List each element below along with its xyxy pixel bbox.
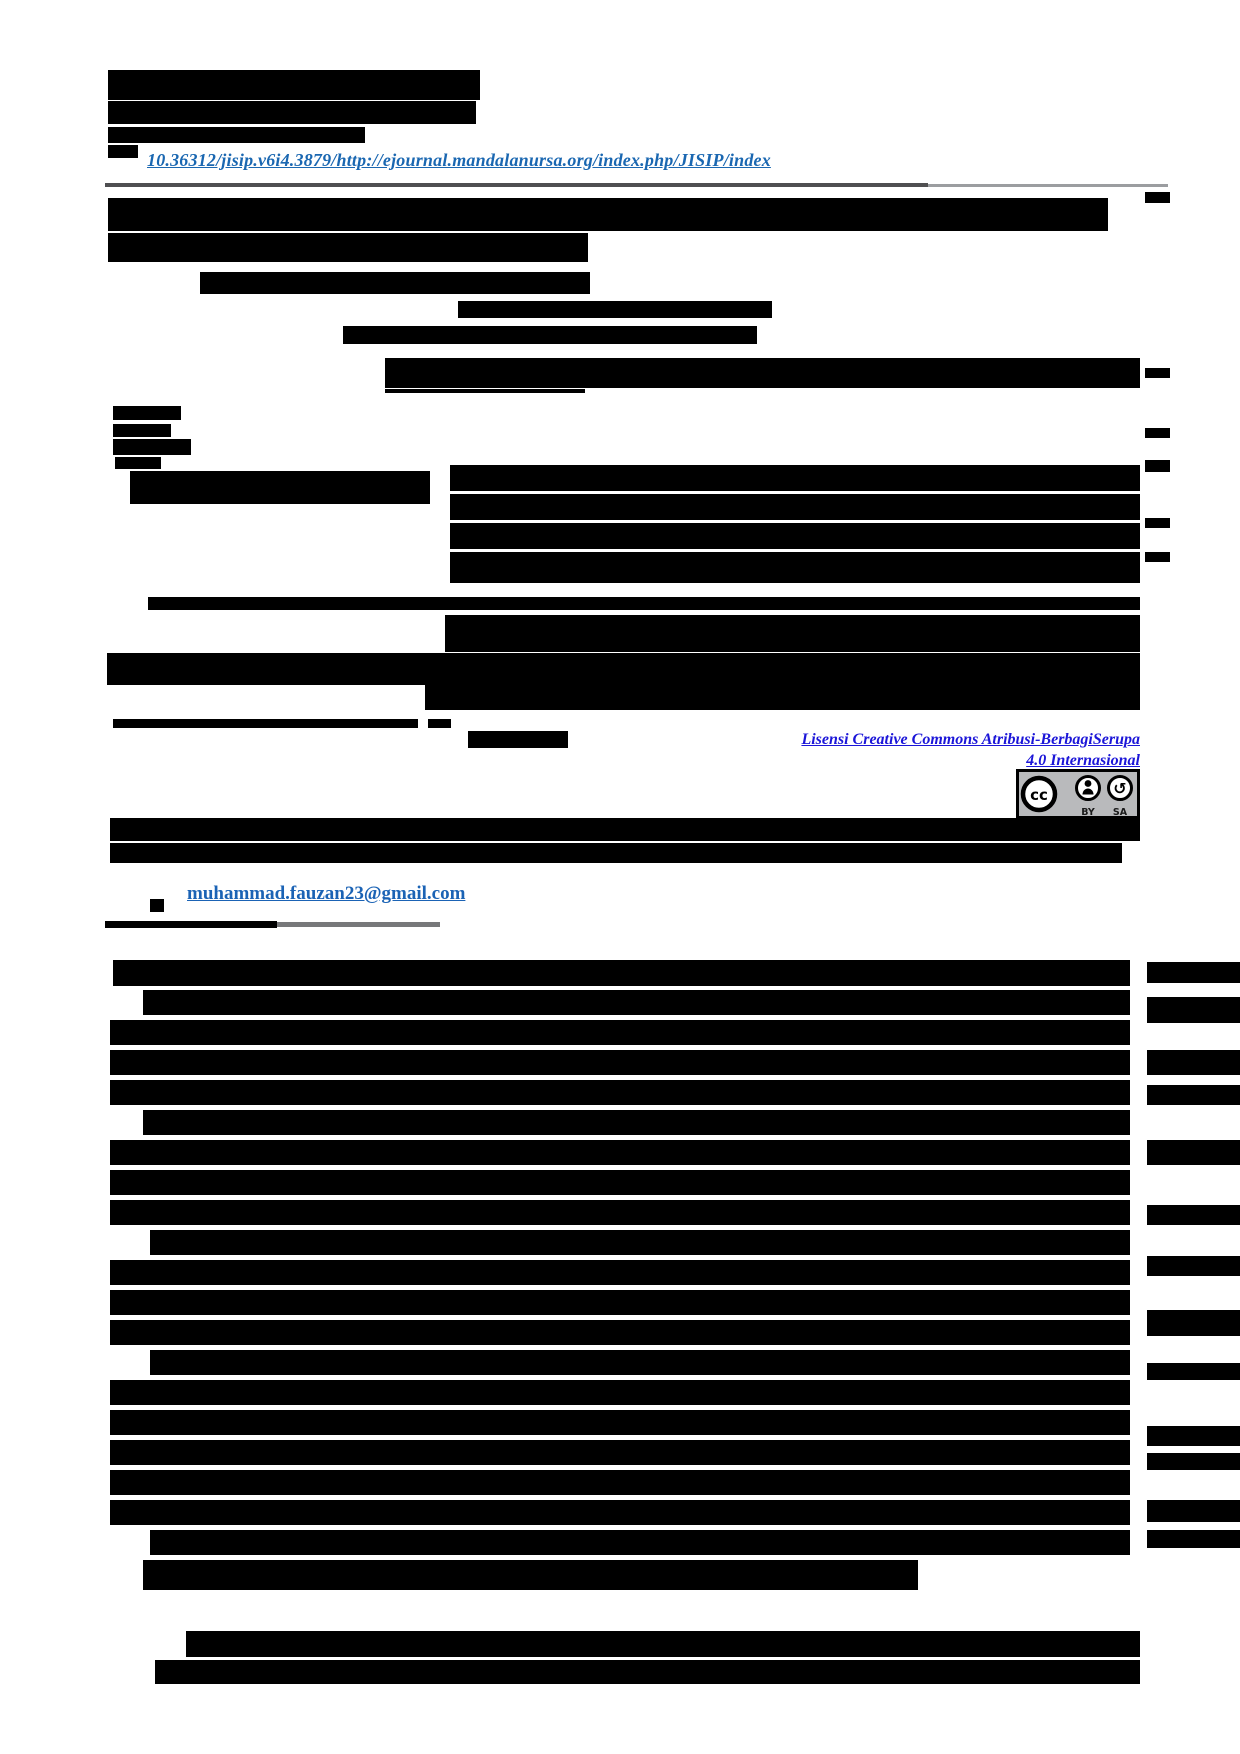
redacted-text-line	[1145, 368, 1170, 378]
redacted-text-line	[113, 960, 1130, 986]
redacted-text-line	[1145, 518, 1170, 528]
redacted-text-line	[385, 358, 1140, 388]
redacted-text-line	[1147, 1426, 1240, 1446]
cc-by-sa-badge[interactable]	[1016, 769, 1140, 819]
cc-icon	[1023, 778, 1055, 810]
redacted-text-line	[143, 1110, 1130, 1135]
footnote-rule	[105, 921, 277, 928]
redacted-text-line	[186, 1631, 1140, 1657]
redacted-text-line	[445, 615, 1140, 652]
header-rule-dark	[105, 183, 928, 187]
redacted-text-line	[1145, 552, 1170, 562]
redacted-text-line	[1147, 1363, 1240, 1380]
redacted-text-line	[110, 818, 1140, 841]
redacted-text-line	[1147, 1500, 1240, 1522]
redacted-text-line	[110, 1440, 1130, 1465]
redacted-text-line	[1147, 1310, 1240, 1336]
redacted-text-line	[385, 389, 585, 393]
redacted-text-line	[450, 552, 1140, 583]
redacted-text-line	[458, 301, 772, 318]
doi-link[interactable]: 10.36312/jisip.v6i4.3879/http://ejournal.mandalanursa.org/index.php/JISIP/index	[147, 150, 771, 170]
redacted-text-line	[110, 1380, 1130, 1405]
redacted-text-line	[110, 1170, 1130, 1195]
redacted-text-line	[1145, 460, 1170, 472]
redacted-text-line	[150, 1350, 1130, 1375]
redacted-text-line	[143, 1560, 918, 1590]
redacted-text-line	[343, 326, 757, 344]
redacted-text-line	[113, 719, 418, 728]
redacted-text-line	[155, 1660, 1140, 1684]
redacted-text-line	[1147, 1530, 1240, 1548]
badge-by-label: BY	[1081, 807, 1095, 818]
badge-sa-label: SA	[1112, 807, 1128, 818]
redacted-text-line	[107, 653, 1140, 685]
person-icon	[1077, 777, 1100, 800]
redacted-text-line	[110, 1290, 1130, 1315]
redacted-text-line	[450, 465, 1140, 491]
redacted-text-line	[110, 1470, 1130, 1495]
redacted-text-line	[108, 70, 480, 100]
redacted-text-line	[143, 990, 1130, 1015]
redacted-text-line	[108, 145, 138, 158]
redacted-text-line	[150, 1230, 1130, 1255]
redacted-text-line	[468, 731, 568, 748]
redacted-text-line	[108, 198, 1108, 231]
redacted-text-line	[110, 1020, 1130, 1045]
correspondence-email-link[interactable]: muhammad.fauzan23@gmail.com	[187, 883, 466, 904]
redacted-text-line	[1147, 1085, 1240, 1105]
redacted-text-line	[110, 1080, 1130, 1105]
share-alike-icon	[1109, 777, 1132, 800]
redacted-text-line	[110, 1500, 1130, 1525]
redacted-text-line	[450, 523, 1140, 549]
redacted-text-line	[115, 457, 161, 469]
redacted-text-line	[148, 597, 1140, 610]
redacted-text-line	[1145, 428, 1170, 438]
redacted-text-line	[110, 1050, 1130, 1075]
redacted-text-line	[110, 843, 1122, 863]
redacted-text-line	[1145, 192, 1170, 203]
redacted-text-line	[200, 272, 590, 294]
redacted-text-line	[110, 1410, 1130, 1435]
redacted-text-line	[1147, 1140, 1240, 1165]
redacted-text-line	[428, 719, 451, 728]
redacted-text-line	[110, 1260, 1130, 1285]
redacted-text-line	[1147, 1256, 1240, 1276]
redacted-text-line	[113, 424, 171, 437]
redacted-text-line	[108, 101, 476, 124]
redacted-text-line	[110, 1200, 1130, 1225]
redacted-text-line	[1147, 962, 1240, 983]
header-rule-light	[928, 184, 1168, 187]
redacted-text-line	[1147, 1205, 1240, 1225]
redacted-text-line	[108, 127, 365, 143]
redacted-text-line	[130, 471, 430, 504]
redacted-text-line	[1147, 1050, 1240, 1075]
redacted-text-line	[1147, 1453, 1240, 1470]
redacted-text-line	[110, 1140, 1130, 1165]
redacted-text-line	[113, 406, 181, 420]
redacted-text-line	[425, 685, 1140, 710]
license-link-line1[interactable]: Lisensi Creative Commons Atribusi-BerbagiSerupa	[801, 731, 1140, 748]
redacted-text-line	[110, 1320, 1130, 1345]
redacted-text-line	[150, 899, 164, 912]
license-link-line2[interactable]: 4.0 Internasional	[1026, 752, 1140, 769]
svg-text:↺: ↺	[1113, 779, 1127, 798]
redacted-text-line	[108, 233, 588, 262]
redacted-text-line	[450, 494, 1140, 520]
svg-text:cc: cc	[1030, 786, 1048, 804]
redacted-text-line	[113, 439, 191, 455]
redacted-text-line	[150, 1530, 1130, 1555]
redacted-text-line	[1147, 997, 1240, 1023]
cc-by-sa-badge-image	[1016, 769, 1140, 819]
footnote-rule	[277, 922, 440, 927]
